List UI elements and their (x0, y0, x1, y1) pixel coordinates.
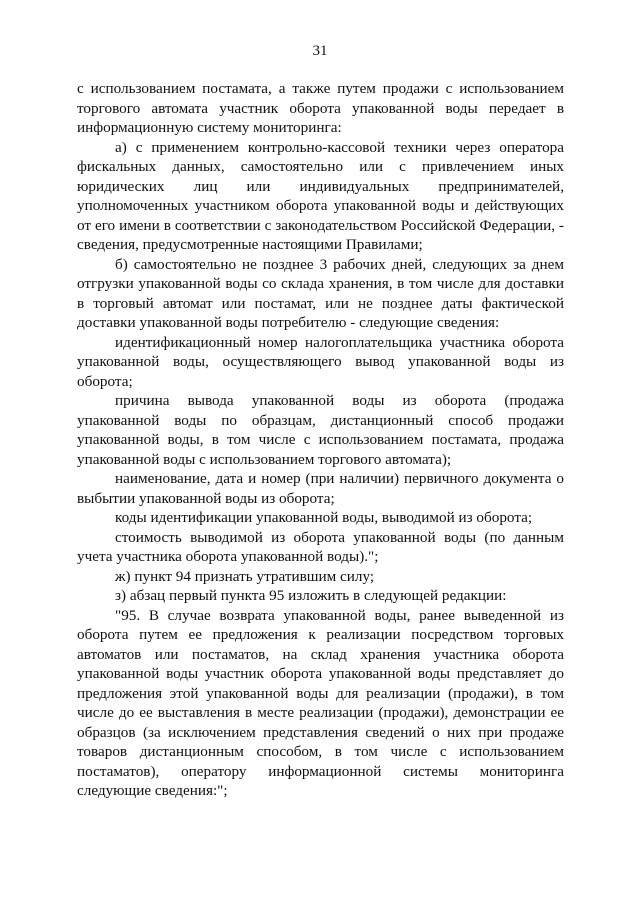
paragraph-point-95: "95. В случае возврата упакованной воды, ранее выведенной из оборота путем ее предложения к реализации посредством торговых автоматов или постаматов, на склад хранения участника оборота упакованной воды участник оборота упакованной воды представляет до предложения этой упакованной воды для реализации (продажи), в том числе до ее выставления в месте реализации (продажи), демонстрации ее образцов (за исключением представления сведений о них при продаже товаров дистанционным способом, в том числе с использованием постаматов), оператору информационной системы мониторинга следующие сведения:"; (77, 606, 564, 799)
paragraph-item-zh: ж) пункт 94 признать утратившим силу; (115, 567, 375, 585)
paragraph-item-z: з) абзац первый пункта 95 изложить в следующей редакции: (115, 587, 507, 604)
page-number: 31 (312, 43, 328, 59)
paragraph-item-a: а) с применением контрольно-кассовой техники через оператора фискальных данных, самостоятельно или с привлечением иных юридических лиц или индивидуальных предпринимателей, уполномоченных участником оборота упакованной воды и действующих от его имени в соответствии с законодательством Российской Федерации, - сведения, предусмотренные настоящими Правилами; (77, 138, 564, 253)
paragraph-primary-document: наименование, дата и номер (при наличии) первичного документа о выбытии упакованной воды из оборота; (77, 470, 564, 507)
paragraph-item-b: б) самостоятельно не позднее 3 рабочих дней, следующих за днем отгрузки упакованной воды со склада хранения, в том числе для доставки в торговый автомат или постамат, или не позднее даты фактической доставки упакованной воды потребителю - следующие сведения: (77, 255, 564, 331)
paragraph-taxpayer-id: идентификационный номер налогоплательщика участника оборота упакованной воды, осуществляющего вывод упакованной воды из оборота; (77, 333, 564, 390)
paragraph-withdrawal-reason: причина вывода упакованной воды из оборота (продажа упакованной воды по образцам, дистанционный способ продажи упакованной воды, в том числе с использованием постамата, продажа упакованной воды с использованием торгового автомата); (77, 392, 564, 468)
paragraph-cost: стоимость выводимой из оборота упакованной воды (по данным учета участника оборота упакованной воды)."; (77, 528, 564, 565)
paragraph-identification-codes: коды идентификации упакованной воды, выводимой из оборота; (115, 509, 533, 526)
paragraph-continuation: с использованием постамата, а также путем продажи с использованием торгового автомата участник оборота упакованной воды передает в информационную систему мониторинга: (77, 80, 564, 136)
document-body (77, 79, 564, 801)
